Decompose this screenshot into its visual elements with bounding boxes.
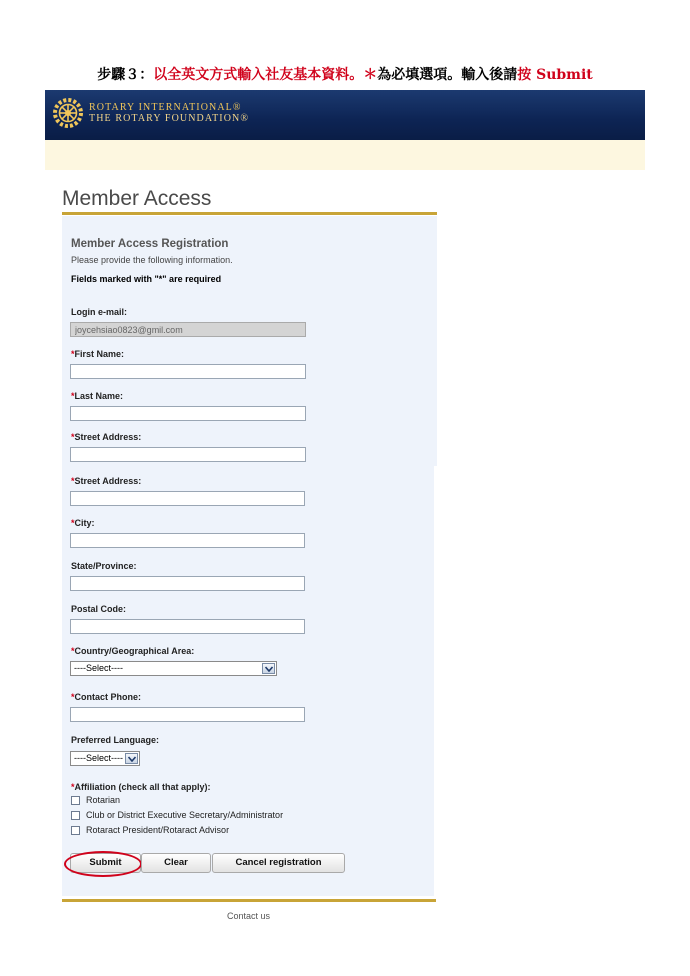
city-input[interactable] bbox=[70, 533, 305, 548]
banner-line-1: ROTARY INTERNATIONAL® bbox=[89, 102, 242, 113]
state-province-label: State/Province: bbox=[71, 561, 137, 571]
form-panel bbox=[62, 216, 437, 466]
state-province-input[interactable] bbox=[70, 576, 305, 591]
instruction-text bbox=[0, 64, 690, 84]
required-asterisk: * bbox=[71, 646, 75, 656]
required-asterisk: * bbox=[71, 349, 75, 359]
clear-button[interactable]: Clear bbox=[141, 853, 211, 873]
login-email-input bbox=[70, 322, 306, 337]
affiliation-option-label: Rotarian bbox=[86, 795, 121, 805]
country-select[interactable] bbox=[70, 661, 277, 676]
checkbox[interactable] bbox=[71, 811, 80, 820]
language-select-value: ----Select---- bbox=[74, 753, 123, 763]
country-label bbox=[71, 646, 194, 656]
instruction-submit-word: Submit bbox=[531, 67, 593, 83]
registration-subtitle: Please provide the following information. bbox=[71, 255, 233, 265]
cancel-registration-button[interactable]: Cancel registration bbox=[212, 853, 345, 873]
postal-code-input[interactable] bbox=[70, 619, 305, 634]
checkbox[interactable] bbox=[71, 796, 80, 805]
chevron-down-icon[interactable] bbox=[125, 753, 138, 764]
postal-code-label: Postal Code: bbox=[71, 604, 127, 614]
bottom-gold-rule bbox=[62, 899, 436, 902]
rotary-banner bbox=[45, 90, 645, 140]
required-asterisk: * bbox=[71, 782, 75, 792]
top-gold-rule bbox=[62, 212, 437, 215]
instruction-step: 步驟３： bbox=[97, 67, 154, 83]
required-asterisk: * bbox=[71, 432, 75, 442]
contact-phone-label-text: Contact Phone: bbox=[74, 692, 142, 702]
country-select-value: ----Select---- bbox=[74, 663, 123, 673]
street-address-1-label-text: Street Address: bbox=[74, 432, 142, 442]
first-name-input[interactable] bbox=[70, 364, 306, 379]
affiliation-label-text: Affiliation (check all that apply): bbox=[74, 782, 211, 792]
affiliation-option-label: Club or District Executive Secretary/Administrator bbox=[86, 810, 284, 820]
street-address-2-label-text: Street Address: bbox=[74, 476, 142, 486]
preferred-language-label: Preferred Language: bbox=[71, 735, 160, 745]
required-asterisk: * bbox=[71, 391, 75, 401]
city-label-text: City: bbox=[74, 518, 95, 528]
page-title: Member Access bbox=[62, 187, 212, 210]
last-name-input[interactable] bbox=[70, 406, 306, 421]
street-address-2-input[interactable] bbox=[70, 491, 305, 506]
affiliation-label bbox=[71, 782, 211, 792]
street-address-1-input[interactable] bbox=[70, 447, 306, 462]
last-name-label-text: Last Name: bbox=[74, 391, 124, 401]
first-name-label-text: First Name: bbox=[74, 349, 125, 359]
instruction-press: 按 bbox=[517, 67, 532, 83]
banner-line-2: THE ROTARY FOUNDATION® bbox=[89, 113, 250, 124]
first-name-label bbox=[71, 349, 124, 359]
instruction-asterisk: ＊ bbox=[363, 67, 378, 83]
rotary-wheel-icon bbox=[51, 96, 85, 130]
street-address-1-label bbox=[71, 432, 141, 442]
language-select[interactable] bbox=[70, 751, 140, 766]
contact-phone-label bbox=[71, 692, 141, 702]
required-asterisk: * bbox=[71, 692, 75, 702]
login-email-label: Login e-mail: bbox=[71, 307, 127, 317]
contact-us-link[interactable]: Contact us bbox=[226, 911, 271, 921]
required-asterisk: * bbox=[71, 476, 75, 486]
checkbox[interactable] bbox=[71, 826, 80, 835]
submit-highlight-circle bbox=[64, 851, 142, 877]
country-label-text: Country/Geographical Area: bbox=[74, 646, 195, 656]
affiliation-option-label: Rotaract President/Rotaract Advisor bbox=[86, 825, 230, 835]
instruction-red-text: 以全英文方式輸入社友基本資料。 bbox=[153, 67, 364, 83]
banner-cream-strip bbox=[45, 140, 645, 170]
contact-phone-input[interactable] bbox=[70, 707, 305, 722]
submit-button[interactable]: Submit bbox=[70, 853, 141, 873]
city-label bbox=[71, 518, 95, 528]
chevron-down-icon[interactable] bbox=[262, 663, 275, 674]
required-note: Fields marked with "*" are required bbox=[71, 274, 222, 284]
required-asterisk: * bbox=[71, 518, 75, 528]
last-name-label bbox=[71, 391, 123, 401]
registration-title: Member Access Registration bbox=[71, 238, 229, 250]
street-address-2-label bbox=[71, 476, 141, 486]
instruction-middle: 為必填選項。輸入後請 bbox=[377, 67, 518, 83]
